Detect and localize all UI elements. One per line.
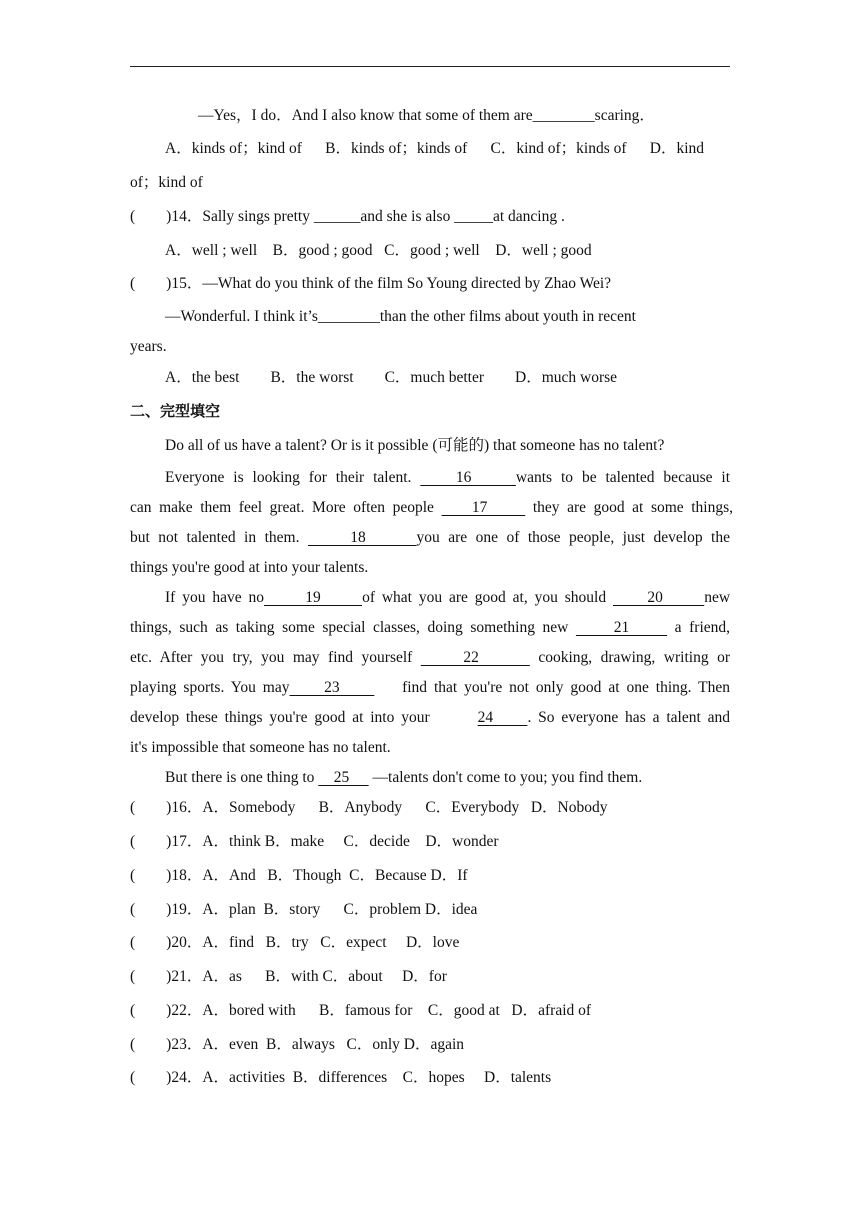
question-17: ( )17．A．think B．make C．decide D．wonder xyxy=(130,833,499,850)
q13-blank: ________ xyxy=(532,107,595,124)
q15-text-end: than the other films about youth in recent xyxy=(379,308,636,325)
q13-options-cont: of；kind of xyxy=(130,174,203,191)
q13-options: A．kinds of；kind of B．kinds of；kinds of C．kind of；kinds of D．kind xyxy=(165,140,705,157)
blank-21: 21 xyxy=(575,619,668,636)
p3-text: things, such as taking some special classes, doing something new xyxy=(130,619,576,636)
p3-text: new xyxy=(704,589,731,606)
passage-p3-l2 xyxy=(130,618,730,638)
question-21: ( )21．A．as B．with C．about D．for xyxy=(130,968,447,985)
p2-text: you are one of those people, just develop the xyxy=(416,529,730,546)
passage-p2-l4: things you're good at into your talents. xyxy=(130,559,369,576)
p3-text: develop these things you're good at into your xyxy=(130,709,478,726)
passage-p3-l6: it's impossible that someone has no talent. xyxy=(130,739,391,756)
p2-text: can make them feel great. More often people xyxy=(130,499,442,516)
p3-text: find that you're not only good at one thing. Then xyxy=(374,679,731,696)
question-20: ( )20．A．find B．try C．expect D．love xyxy=(130,934,460,951)
question-23: ( )23．A．even B．always C．only D．again xyxy=(130,1036,465,1053)
p2-text: but not talented in them. xyxy=(130,529,308,546)
p4-text: But there is one thing to xyxy=(165,769,319,786)
q15-blank: ________ xyxy=(317,308,380,325)
blank-25: 25 xyxy=(318,769,369,786)
q14-mid: and she is also xyxy=(360,208,455,225)
q14-end: at dancing . xyxy=(492,208,565,225)
q15-text: —Wonderful. I think it’s xyxy=(165,308,318,325)
blank-24: 24 xyxy=(477,709,528,726)
blank-23: 23 xyxy=(289,679,375,696)
p2-text: wants to be talented because it xyxy=(515,469,731,486)
q14-stem: ( )14．Sally sings pretty xyxy=(130,208,314,225)
q15-options: A．the best B．the worst C．much better D．much worse xyxy=(165,369,618,386)
passage-p3-l1 xyxy=(165,588,730,608)
q13-text-end: scaring． xyxy=(594,107,655,124)
p3-text: etc. After you try, you may find yourself xyxy=(130,649,421,666)
q15-line2 xyxy=(165,307,636,327)
section-heading: 二、完型填空 xyxy=(130,402,221,420)
passage-p1: Do all of us have a talent? Or is it possible (可能的) that someone has no talent? xyxy=(165,437,665,454)
question-19: ( )19．A．plan B．story C．problem D．idea xyxy=(130,901,478,918)
passage-p3-l3 xyxy=(130,648,730,668)
p3-text: cooking, drawing, writing or xyxy=(529,649,730,666)
passage-p2-l3 xyxy=(130,528,730,548)
blank-18: 18 xyxy=(307,529,417,546)
question-22: ( )22．A．bored with B．famous for C．good at D．afraid of xyxy=(130,1002,592,1019)
question-15: ( )15．—What do you think of the film So Young directed by Zhao Wei? xyxy=(130,275,612,292)
question-18: ( )18．A．And B．Though C．Because D．If xyxy=(130,867,468,884)
question-14 xyxy=(130,207,565,227)
header-rule xyxy=(130,66,730,67)
passage-p4 xyxy=(165,768,642,788)
q13-text: —Yes，I do．And I also know that some of them are xyxy=(198,107,533,124)
p3-text: If you have no xyxy=(165,589,264,606)
question-24: ( )24．A．activities B．differences C．hopes D．talents xyxy=(130,1069,552,1086)
p4-text: —talents don't come to you; you find them. xyxy=(368,769,643,786)
q14-blank1: ______ xyxy=(313,208,361,225)
question-16: ( )16．A．Somebody B．Anybody C．Everybody D．Nobody xyxy=(130,799,608,816)
passage-p2-l1 xyxy=(165,468,730,488)
passage-p3-l4 xyxy=(130,678,730,698)
blank-17: 17 xyxy=(441,499,526,516)
p3-text: playing sports. You may xyxy=(130,679,290,696)
passage-p2-l2 xyxy=(130,498,733,518)
blank-16: 16 xyxy=(420,469,516,486)
blank-22: 22 xyxy=(420,649,530,666)
p3-text: . So everyone has a talent and xyxy=(527,709,730,726)
passage-p3-l5 xyxy=(130,708,730,728)
p2-text: they are good at some things, xyxy=(525,499,734,516)
q14-blank2: _____ xyxy=(454,208,493,225)
blank-20: 20 xyxy=(612,589,705,606)
p3-text: a friend, xyxy=(667,619,731,636)
blank-19: 19 xyxy=(263,589,363,606)
q14-options: A．well ; well B．good ; good C．good ; well D．well ; good xyxy=(165,242,592,259)
q15-line3: years. xyxy=(130,338,167,355)
q13-answer-line xyxy=(198,106,655,126)
p2-text: Everyone is looking for their talent. xyxy=(165,469,421,486)
p3-text: of what you are good at, you should xyxy=(362,589,613,606)
